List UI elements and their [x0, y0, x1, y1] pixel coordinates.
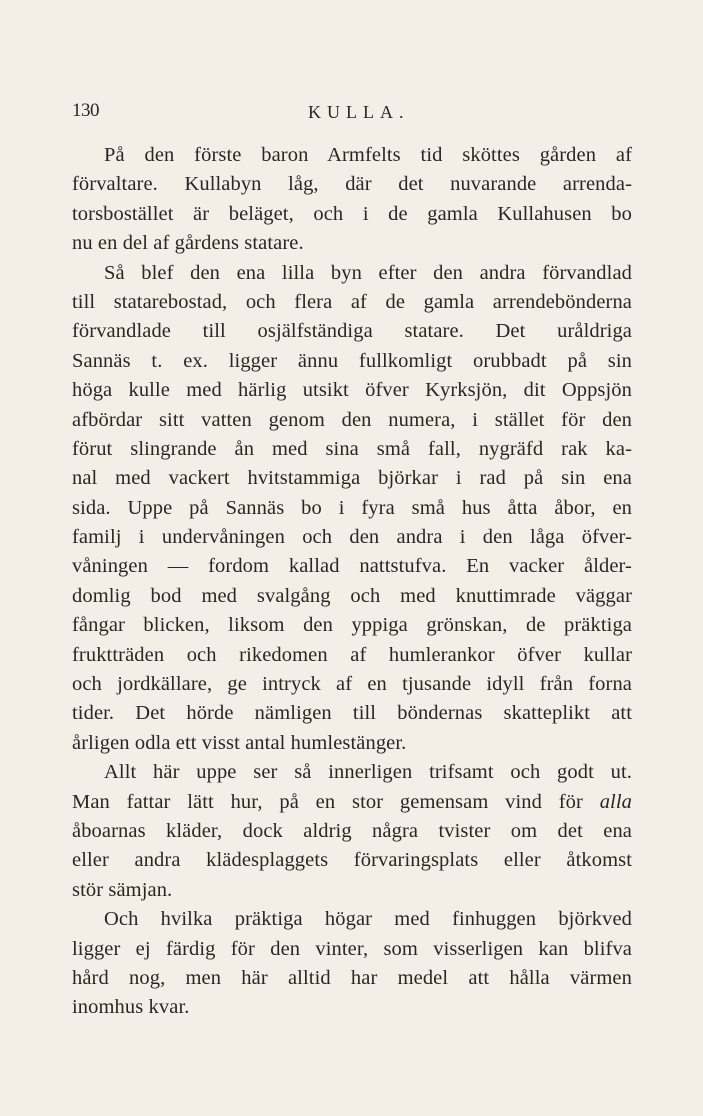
- body-text: [72, 141, 632, 1023]
- text-line: årligen odla ett visst antal humlestänger.: [72, 731, 407, 754]
- text-line: höga kulle med härlig utsikt öfver Kyrksjön, dit Oppsjön: [72, 379, 632, 402]
- text-line: torsbostället är beläget, och i de gamla Kullahusen bo: [72, 202, 632, 225]
- text-line: familj i undervåningen och den andra i den låga öfver-: [72, 526, 632, 549]
- text-line: fruktträden och rikedomen af humlerankor öfver kullar: [72, 643, 632, 666]
- text-line: och jordkällare, ge intryck af en tjusande idyll från forna: [72, 673, 632, 696]
- text-line: inomhus kvar.: [72, 996, 190, 1019]
- page-number: 130: [72, 100, 99, 121]
- text-line: tider. Det hörde nämligen till böndernas skatteplikt att: [72, 702, 632, 725]
- text-line: Så blef den ena lilla byn efter den andra förvandlad: [104, 261, 632, 284]
- text-line: eller andra klädesplaggets förvaringsplats eller åtkomst: [72, 849, 632, 872]
- text-line: afbördar sitt vatten genom den numera, i stället för den: [72, 408, 632, 431]
- text-line: På den förste baron Armfelts tid sköttes gården af: [104, 144, 632, 166]
- running-title: KULLA.: [308, 102, 410, 122]
- text-line-with-italic: [72, 788, 632, 817]
- text-line: stör sämjan.: [72, 878, 173, 901]
- page-header: [72, 96, 632, 124]
- text-line: förut slingrande ån med sina små fall, nygräfd rak ka-: [72, 437, 632, 460]
- text-line: fångar blicken, liksom den yppiga grönskan, de präktiga: [72, 614, 632, 637]
- text-line: nal med vackert hvitstammiga björkar i rad på sin ena: [72, 467, 632, 490]
- text-line-lead: Man fattar lätt hur, på en stor gemensam vind för: [72, 790, 583, 813]
- text-line: våningen — fordom kallad nattstufva. En vacker ålder-: [72, 555, 632, 578]
- text-line: förvandlade till osjälfständiga statare. Det uråldriga: [72, 320, 632, 343]
- text-line: förvaltare. Kullabyn låg, där det nuvarande arrenda-: [72, 173, 632, 196]
- italic-word: alla: [599, 790, 632, 813]
- text-line: nu en del af gårdens statare.: [72, 232, 304, 255]
- text-line: sida. Uppe på Sannäs bo i fyra små hus åtta åbor, en: [72, 496, 632, 519]
- text-line: domlig bod med svalgång och med knuttimrade väggar: [72, 584, 632, 607]
- text-line: Allt här uppe ser så innerligen trifsamt och godt ut.: [104, 761, 632, 784]
- text-line: till statarebostad, och flera af de gamla arrendebönderna: [72, 290, 632, 313]
- text-line: ligger ej färdig för den vinter, som visserligen kan blifva: [72, 937, 632, 960]
- text-line: åboarnas kläder, dock aldrig några tvister om det ena: [72, 819, 632, 842]
- text-line: Och hvilka präktiga högar med finhuggen björkved: [104, 908, 632, 931]
- text-line: hård nog, men här alltid har medel att hålla värmen: [72, 966, 632, 989]
- text-line: Sannäs t. ex. ligger ännu fullkomligt orubbadt på sin: [72, 349, 632, 372]
